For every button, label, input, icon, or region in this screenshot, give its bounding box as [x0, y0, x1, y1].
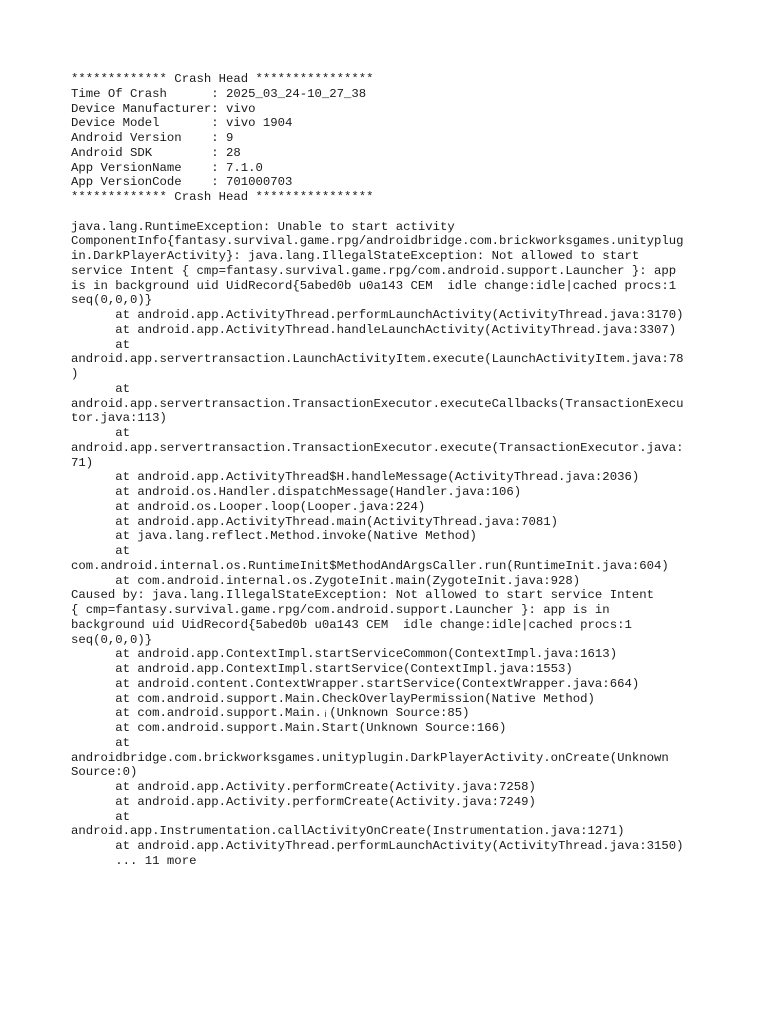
device-model-line: Device Model : vivo 1904: [71, 116, 293, 131]
stack-trace-line: at com.android.support.Main.Start(Unknown Source:166): [71, 721, 507, 735]
stack-trace-line: at: [71, 735, 131, 750]
stack-trace-line: ... 11 more: [71, 853, 197, 868]
stack-trace-line: android.app.servertransaction.LaunchActivityItem.execute(LaunchActivityItem.java:78: [71, 352, 684, 367]
stack-trace-line: com.android.internal.os.RuntimeInit$MethodAndArgsCaller.run(RuntimeInit.java:604): [71, 558, 669, 573]
stack-trace-line: at android.app.ContextImpl.startService(ContextImpl.java:1553): [71, 662, 573, 676]
crash-head-banner: ************* Crash Head ****************: [71, 190, 374, 204]
stack-trace-line: at com.android.internal.os.ZygoteInit.main(ZygoteInit.java:928): [71, 573, 581, 588]
stack-trace-line: at: [71, 809, 131, 824]
stack-trace-line: at android.app.ContextImpl.startServiceCommon(ContextImpl.java:1613): [71, 647, 618, 662]
stack-trace-line: androidbridge.com.brickworksgames.unityplugin.DarkPlayerActivity.onCreate(Unknown: [71, 750, 669, 765]
crash-log-document: [71, 72, 731, 869]
stack-trace-line: java.lang.RuntimeException: Unable to start activity: [71, 219, 455, 234]
stack-trace-line: Source:0): [71, 765, 138, 780]
stack-trace-line: android.app.servertransaction.TransactionExecutor.execute(TransactionExecutor.java:: [71, 440, 684, 455]
stack-trace-line: at: [71, 426, 131, 440]
stack-trace-line: at android.app.ActivityThread$H.handleMessage(ActivityThread.java:2036): [71, 470, 640, 485]
device-manufacturer-line: Device Manufacturer: vivo: [71, 101, 256, 116]
stack-trace-line: Caused by: java.lang.IllegalStateException: Not allowed to start service Intent: [71, 588, 654, 603]
stack-trace-line: at: [71, 337, 131, 352]
stack-trace-line: at android.app.Activity.performCreate(Activity.java:7249): [71, 794, 536, 809]
app-version-name-line: App VersionName : 7.1.0: [71, 160, 263, 175]
stack-trace-line: at android.app.ActivityThread.main(ActivityThread.java:7081): [71, 514, 559, 529]
time-of-crash-line: Time Of Crash : 2025_03_24-10_27_38: [71, 86, 367, 101]
crash-head-banner: ************* Crash Head ****************: [71, 72, 374, 86]
app-version-code-line: App VersionCode : 701000703: [71, 175, 293, 190]
stack-trace-line: at android.app.ActivityThread.handleLaunchActivity(ActivityThread.java:3307): [71, 322, 677, 337]
stack-trace-line: at android.app.ActivityThread.performLaunchActivity(ActivityThread.java:3170): [71, 308, 684, 322]
android-sdk-line: Android SDK : 28: [71, 145, 241, 160]
stack-trace-line: seq(0,0,0)}: [71, 293, 153, 308]
stack-trace-line: in.DarkPlayerActivity}: java.lang.IllegalStateException: Not allowed to start: [71, 249, 640, 263]
stack-trace-line: at android.app.Activity.performCreate(Activity.java:7258): [71, 780, 536, 794]
stack-trace-line: at: [71, 381, 131, 396]
stack-trace-line: { cmp=fantasy.survival.game.rpg/com.android.support.Launcher }: app is in: [71, 603, 610, 617]
stack-trace-line: seq(0,0,0)}: [71, 632, 153, 647]
section-spacer: [71, 205, 731, 220]
stack-trace-line: service Intent { cmp=fantasy.survival.game.rpg/com.android.support.Launcher }: app: [71, 263, 677, 278]
stack-trace-line: ComponentInfo{fantasy.survival.game.rpg/androidbridge.com.brickworksgames.unityplug: [71, 234, 684, 249]
stack-trace-line: android.app.servertransaction.TransactionExecutor.executeCallbacks(TransactionExecu: [71, 396, 684, 411]
stack-trace-line: at android.os.Looper.loop(Looper.java:224): [71, 499, 426, 514]
stack-trace-line: at android.content.ContextWrapper.startService(ContextWrapper.java:664): [71, 676, 640, 691]
stack-trace-line: is in background uid UidRecord{5abed0b u0a143 CEM idle change:idle|cached procs:1: [71, 278, 677, 293]
stack-trace-line: 71): [71, 455, 94, 470]
stack-trace-line: android.app.Instrumentation.callActivityOnCreate(Instrumentation.java:1271): [71, 824, 625, 839]
stack-trace-line: at: [71, 544, 131, 558]
stack-trace-line: at java.lang.reflect.Method.invoke(Native Method): [71, 529, 477, 544]
stack-trace-line: background uid UidRecord{5abed0b u0a143 CEM idle change:idle|cached procs:1: [71, 617, 632, 632]
stack-trace-section: [71, 220, 731, 869]
stack-trace-line: ): [71, 367, 79, 381]
stack-trace-line: at android.app.ActivityThread.performLaunchActivity(ActivityThread.java:3150): [71, 839, 684, 853]
stack-trace-line: at android.os.Handler.dispatchMessage(Handler.java:106): [71, 485, 522, 499]
stack-trace-line: at com.android.support.Main.CheckOverlayPermission(Native Method): [71, 691, 595, 706]
crash-head-section: [71, 72, 731, 205]
stack-trace-line: at com.android.support.Main.ᵢ(Unknown Source:85): [71, 706, 470, 721]
android-version-line: Android Version : 9: [71, 131, 234, 145]
stack-trace-line: tor.java:113): [71, 411, 167, 426]
